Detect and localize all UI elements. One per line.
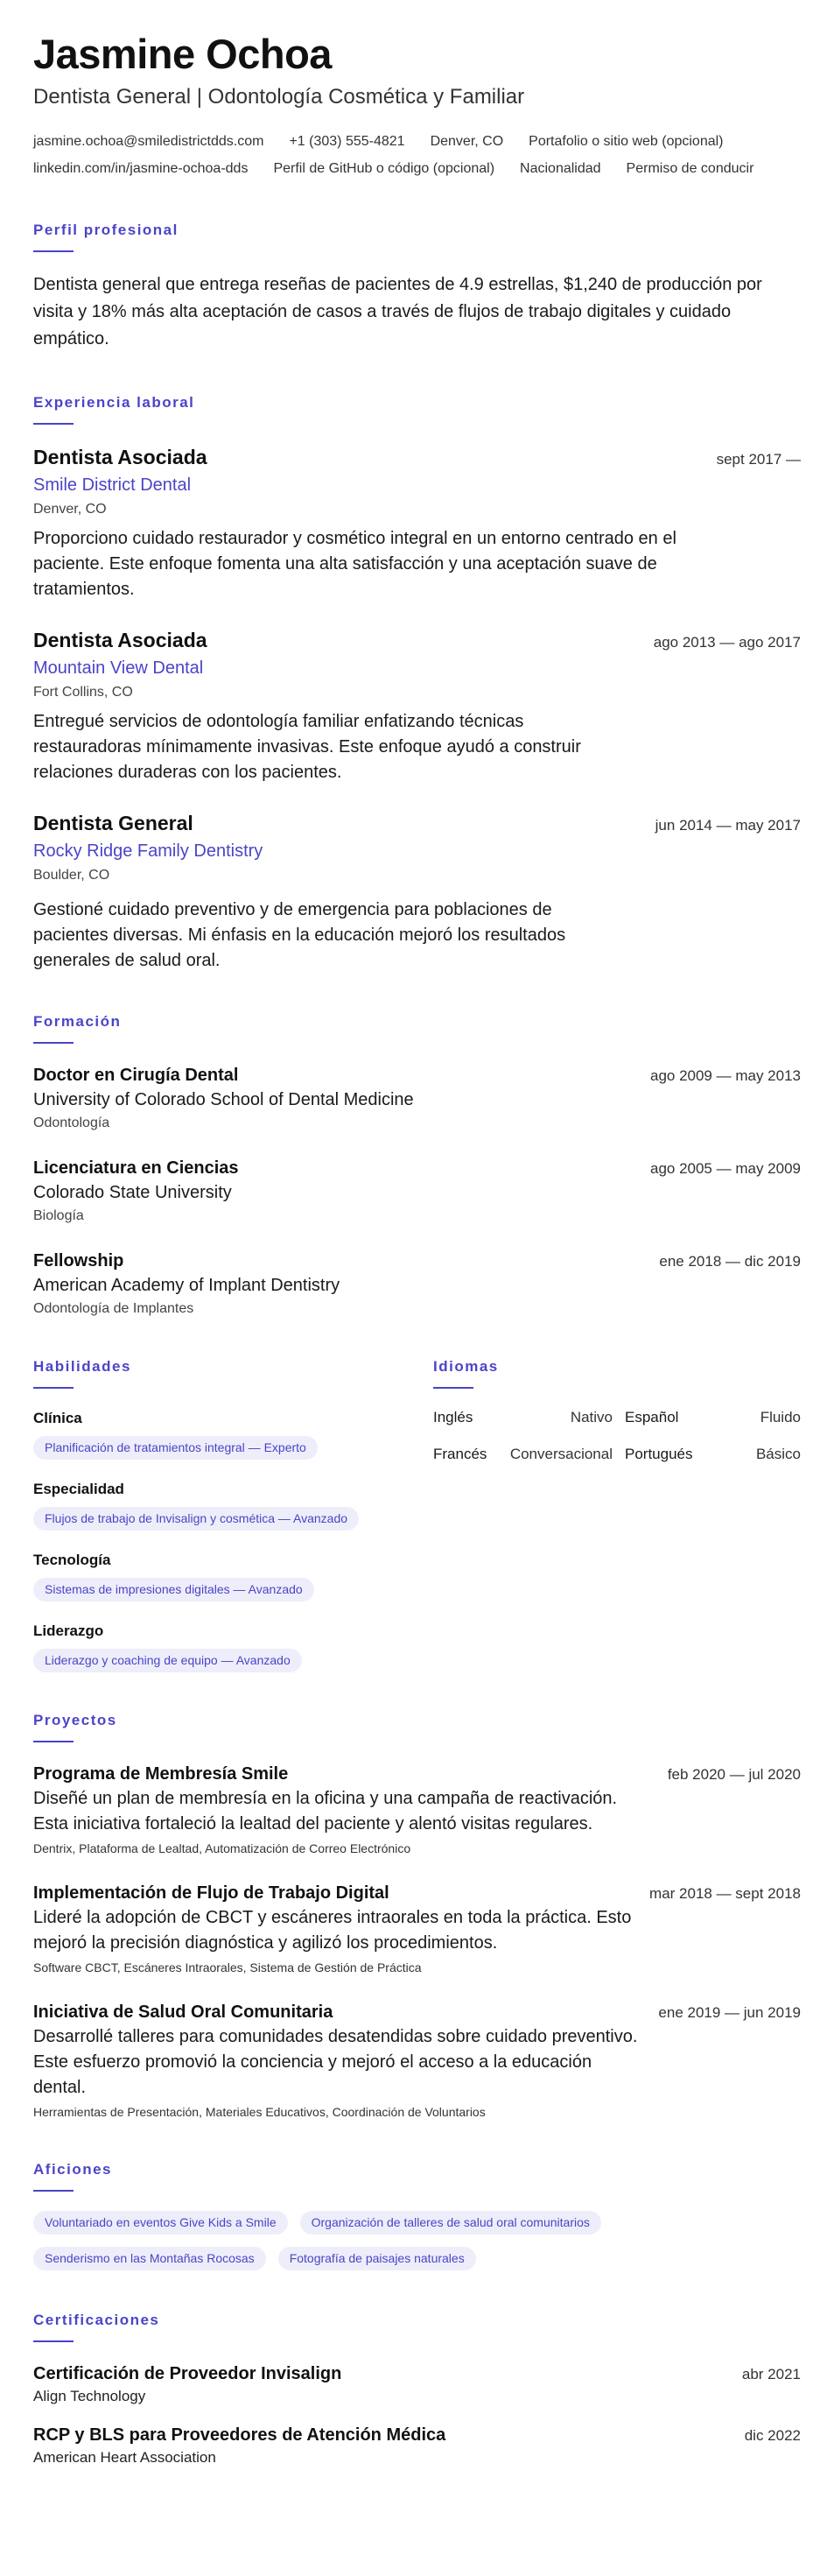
education-degree: Fellowship xyxy=(33,1251,124,1270)
language-name: Inglés xyxy=(433,1409,473,1425)
profile-summary: Dentista general que entrega reseñas de pacientes de 4.9 estrellas, $1,240 de producción por visita y 18% más alta aceptación de casos a través de flujos de trabajo digitales y cuidado empático. xyxy=(33,275,762,348)
language-name: Español xyxy=(625,1409,679,1425)
section-divider xyxy=(433,1387,473,1389)
section-divider xyxy=(33,423,74,425)
section-title: Formación xyxy=(33,1013,122,1030)
language-level: Fluido xyxy=(760,1409,801,1425)
contact-nationality: Nacionalidad xyxy=(520,161,601,176)
project-title: Programa de Membresía Smile xyxy=(33,1764,289,1784)
job-employer: Rocky Ridge Family Dentistry xyxy=(33,841,263,861)
project-entry xyxy=(33,1881,801,1977)
hobby-pill: Fotografía de paisajes naturales xyxy=(278,2247,476,2270)
languages-section xyxy=(433,1357,801,1672)
contact-email[interactable]: jasmine.ochoa@smiledistrictdds.com xyxy=(33,134,264,149)
project-description: Lideré la adopción de CBCT y escáneres intraorales en toda la práctica. Esto mejoró la precisión diagnóstica y agilizó los procedimientos. xyxy=(33,1908,632,1953)
section-title: Habilidades xyxy=(33,1358,131,1375)
contact-phone[interactable]: +1 (303) 555-4821 xyxy=(289,134,405,149)
job-description: Gestioné cuidado preventivo y de emergencia para poblaciones de pacientes diversas. Mi énfasis en la educación mejoró los resultados generales de salud oral. xyxy=(33,900,566,970)
project-description: Diseñé un plan de membresía en la oficina y una campaña de reactivación. Esta iniciativa fortaleció la lealtad del paciente y alentó visitas regulares. xyxy=(33,1789,618,1833)
profile-section xyxy=(33,221,801,353)
contact-github[interactable]: Perfil de GitHub o código (opcional) xyxy=(273,161,495,176)
certifications-section xyxy=(33,2311,801,2468)
education-date: ago 2009 — may 2013 xyxy=(649,1067,801,1084)
language-list xyxy=(433,1408,801,1464)
section-title: Perfil profesional xyxy=(33,222,179,238)
project-title: Iniciativa de Salud Oral Comunitaria xyxy=(33,2002,333,2022)
job-date: sept 2017 — xyxy=(716,451,801,468)
section-title: Certificaciones xyxy=(33,2312,160,2328)
section-divider xyxy=(33,250,74,252)
project-description: Desarrollé talleres para comunidades desatendidas sobre cuidado preventivo. Este esfuerzo promovió la conciencia y mejoró el acceso a la educación dental. xyxy=(33,2027,638,2097)
section-divider xyxy=(33,2190,74,2192)
language-level: Conversacional xyxy=(509,1446,613,1462)
job-location: Fort Collins, CO xyxy=(33,685,133,700)
project-date: feb 2020 — jul 2020 xyxy=(667,1766,801,1783)
education-school: Colorado State University xyxy=(33,1183,232,1202)
hobby-list xyxy=(33,2211,698,2283)
certification-title: RCP y BLS para Proveedores de Atención Médica xyxy=(33,2425,446,2445)
section-title: Proyectos xyxy=(33,1712,117,1728)
section-title: Idiomas xyxy=(433,1358,499,1375)
project-entry xyxy=(33,1762,801,1858)
certification-entry xyxy=(33,2423,801,2468)
hobby-pill: Senderismo en las Montañas Rocosas xyxy=(33,2247,266,2270)
education-field: Biología xyxy=(33,1208,84,1223)
education-field: Odontología de Implantes xyxy=(33,1301,194,1316)
skills-section xyxy=(33,1357,433,1672)
contact-location: Denver, CO xyxy=(430,134,504,149)
certification-title: Certificación de Proveedor Invisalign xyxy=(33,2364,342,2383)
skill-group xyxy=(33,1479,433,1531)
job-employer: Mountain View Dental xyxy=(33,658,204,678)
hobbies-section xyxy=(33,2160,801,2283)
candidate-headline: Dentista General | Odontología Cosmética y Familiar xyxy=(33,85,525,109)
project-entry xyxy=(33,2000,801,2122)
skill-category: Clínica xyxy=(33,1410,82,1426)
education-date: ago 2005 — may 2009 xyxy=(649,1160,801,1177)
experience-section xyxy=(33,393,801,974)
project-date: mar 2018 — sept 2018 xyxy=(649,1885,801,1902)
skill-pill: Liderazgo y coaching de equipo — Avanzado xyxy=(33,1649,302,1672)
job-description: Proporciono cuidado restaurador y cosmético integral en un entorno centrado en el paciente. Este enfoque fomenta una alta satisfacción y una aceptación suave de tratamientos. xyxy=(33,529,676,599)
education-degree: Licenciatura en Ciencias xyxy=(33,1158,239,1178)
certification-entry xyxy=(33,2361,801,2407)
section-divider xyxy=(33,1387,74,1389)
skill-pill: Sistemas de impresiones digitales — Avanzado xyxy=(33,1578,314,1601)
project-tags: Software CBCT, Escáneres Intraorales, Sistema de Gestión de Práctica xyxy=(33,1960,422,1974)
contact-linkedin[interactable]: linkedin.com/in/jasmine-ochoa-dds xyxy=(33,161,249,176)
projects-section xyxy=(33,1711,801,2122)
certification-date: abr 2021 xyxy=(741,2366,801,2382)
skills-languages-row xyxy=(33,1357,801,1672)
education-section xyxy=(33,1012,801,1320)
skill-pill: Flujos de trabajo de Invisalign y cosmética — Avanzado xyxy=(33,1507,359,1531)
job-description: Entregué servicios de odontología familiar enfatizando técnicas restauradoras mínimamente invasivas. Este enfoque ayudó a construir relaciones duraderas con los pacientes. xyxy=(33,712,581,782)
skill-group xyxy=(33,1621,433,1672)
job-location: Boulder, CO xyxy=(33,868,110,883)
language-name: Francés xyxy=(433,1446,487,1462)
language-name: Portugués xyxy=(625,1446,693,1462)
contact-portfolio[interactable]: Portafolio o sitio web (opcional) xyxy=(529,134,724,149)
education-entry xyxy=(33,1156,801,1228)
skill-category: Liderazgo xyxy=(33,1622,104,1639)
project-tags: Herramientas de Presentación, Materiales Educativos, Coordinación de Voluntarios xyxy=(33,2105,486,2119)
project-title: Implementación de Flujo de Trabajo Digital xyxy=(33,1883,389,1903)
contact-drivers-license: Permiso de conducir xyxy=(626,161,754,176)
certification-issuer: Align Technology xyxy=(33,2388,146,2404)
certification-issuer: American Heart Association xyxy=(33,2449,216,2466)
hobby-pill: Voluntariado en eventos Give Kids a Smile xyxy=(33,2211,288,2235)
job-entry xyxy=(33,627,801,785)
job-entry xyxy=(33,810,801,974)
resume-header xyxy=(33,30,801,182)
education-date: ene 2018 — dic 2019 xyxy=(659,1253,801,1270)
job-location: Denver, CO xyxy=(33,502,107,517)
education-field: Odontología xyxy=(33,1116,110,1130)
candidate-name: Jasmine Ochoa xyxy=(33,31,332,77)
education-school: University of Colorado School of Dental Medicine xyxy=(33,1090,414,1109)
skill-category: Especialidad xyxy=(33,1481,124,1497)
language-level: Básico xyxy=(755,1446,801,1462)
skill-category: Tecnología xyxy=(33,1552,111,1568)
job-employer: Smile District Dental xyxy=(33,475,192,495)
job-title: Dentista Asociada xyxy=(33,446,207,468)
skill-group xyxy=(33,1408,433,1460)
job-date: jun 2014 — may 2017 xyxy=(655,817,801,834)
job-title: Dentista Asociada xyxy=(33,629,207,651)
section-divider xyxy=(33,2340,74,2342)
job-entry xyxy=(33,444,801,602)
education-school: American Academy of Implant Dentistry xyxy=(33,1276,340,1295)
skill-group xyxy=(33,1550,433,1601)
contact-list xyxy=(33,128,801,182)
project-date: ene 2019 — jun 2019 xyxy=(658,2004,801,2021)
section-divider xyxy=(33,1042,74,1044)
education-entry xyxy=(33,1249,801,1320)
job-title: Dentista General xyxy=(33,812,193,834)
job-date: ago 2013 — ago 2017 xyxy=(653,634,801,651)
project-tags: Dentrix, Plataforma de Lealtad, Automatización de Correo Electrónico xyxy=(33,1841,411,1855)
education-degree: Doctor en Cirugía Dental xyxy=(33,1066,239,1085)
section-divider xyxy=(33,1741,74,1742)
skill-pill: Planificación de tratamientos integral — Experto xyxy=(33,1436,318,1460)
education-entry xyxy=(33,1063,801,1135)
language-level: Nativo xyxy=(570,1409,613,1425)
hobby-pill: Organización de talleres de salud oral comunitarios xyxy=(300,2211,601,2235)
section-title: Experiencia laboral xyxy=(33,394,195,411)
certification-date: dic 2022 xyxy=(744,2427,801,2444)
section-title: Aficiones xyxy=(33,2161,113,2178)
